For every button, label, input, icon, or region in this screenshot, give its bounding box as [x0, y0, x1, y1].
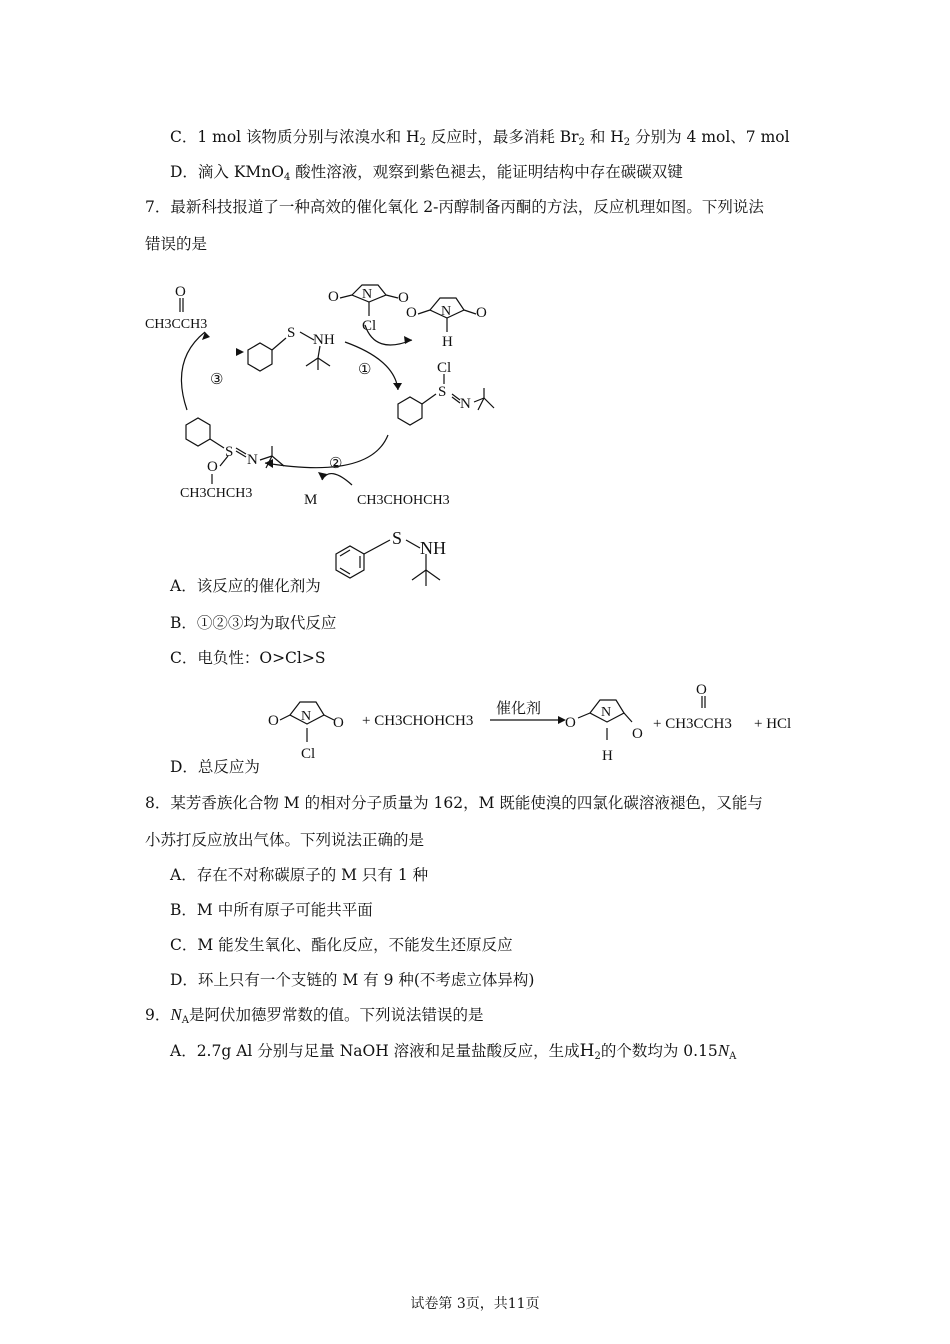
step-2-label: ② — [329, 456, 343, 472]
mechanism-diagram — [0, 280, 950, 510]
catalyst-s: S — [287, 325, 296, 341]
q8-option-b: B．M 中所有原子可能共平面 — [170, 901, 373, 919]
product-hcl: + HCl — [754, 716, 792, 732]
q8-stem-line2: 小苏打反应放出气体。下列说法正确的是 — [145, 831, 425, 849]
catalyst-structure — [330, 530, 470, 590]
product-o-left: O — [565, 715, 576, 731]
catalyst-structure-s: S — [392, 528, 403, 548]
product-o-right: O — [632, 726, 643, 742]
q7-option-c: C．电负性：O>Cl>S — [170, 649, 326, 667]
isopropanol-formula: CH3CHOHCH3 — [357, 493, 450, 508]
q8-option-a: A．存在不对称碳原子的 M 只有 1 种 — [170, 866, 429, 884]
catalyst-nh: NH — [313, 332, 335, 348]
succ-n: N — [441, 304, 452, 319]
page-footer: 试卷第 3页，共11页 — [410, 1296, 540, 1312]
step-1-label: ① — [358, 362, 372, 378]
q7-option-a: A．该反应的催化剂为 — [170, 577, 321, 595]
intermediate-cl: Cl — [437, 360, 452, 376]
ncs-overall-o-left: O — [268, 713, 279, 729]
succ-h: H — [442, 334, 453, 350]
catalyst-label: 催化剂 — [496, 701, 542, 717]
succ-o-right: O — [476, 305, 487, 321]
reactant-isopropanol: + CH3CHOHCH3 — [362, 713, 474, 729]
acetone-oxygen: O — [175, 284, 186, 300]
left-o: O — [207, 459, 218, 475]
q8-option-c: C．M 能发生氧化、酯化反应，不能发生还原反应 — [170, 936, 513, 954]
ncs-o-left: O — [328, 289, 339, 305]
succ-o-left: O — [406, 305, 417, 321]
catalyst-structure-nh: NH — [420, 538, 446, 558]
overall-reaction — [260, 680, 820, 770]
left-n: N — [247, 452, 258, 468]
q7-option-b: B．①②③均为取代反应 — [170, 614, 337, 632]
left-s: S — [225, 444, 234, 460]
q7-option-d: D．总反应为 — [170, 758, 260, 776]
product-n: N — [601, 705, 612, 720]
ncs-n: N — [362, 287, 373, 302]
ncs-overall-cl: Cl — [301, 746, 316, 762]
ncs-overall-n: N — [301, 709, 312, 724]
byproduct-m: M — [304, 492, 318, 508]
q9-option-a: A．2.7g Al 分别与足量 NaOH 溶液和足量盐酸反应，生成$H_2$的个数均为 $0.15N_A$ — [170, 1041, 737, 1062]
ncs-o-right: O — [398, 290, 409, 306]
q9-stem: 9．$N_A$是阿伏加德罗常数的值。下列说法错误的是 — [145, 1005, 484, 1026]
q6-option-d: D．滴入 KMnO$_4$ 酸性溶液，观察到紫色褪去，能证明结构中存在碳碳双键 — [170, 163, 683, 183]
q7-stem-line2: 错误的是 — [145, 235, 208, 253]
acetone-overall-o: O — [696, 682, 707, 698]
product-acetone: + CH3CCH3 — [653, 716, 732, 732]
q6-option-c: C．1 mol 该物质分别与浓溴水和 $H_2$ 反应时，最多消耗 $Br_2$ 和 $H_2$ 分别为 4 mol、7 mol — [170, 128, 790, 148]
acetone-formula: CH3CCH3 — [145, 317, 208, 332]
q7-stem-line1: 7．最新科技报道了一种高效的催化氧化 2-丙醇制备丙酮的方法，反应机理如图。下列说法 — [145, 198, 764, 216]
intermediate-n: N — [460, 396, 471, 412]
product-h: H — [602, 748, 613, 764]
q8-stem-line1: 8．某芳香族化合物 M 的相对分子质量为 162，M 既能使溴的四氯化碳溶液褪色，又能与 — [145, 794, 763, 812]
left-ether-chain: CH3CHCH3 — [180, 486, 253, 501]
q8-option-d: D．环上只有一个支链的 M 有 9 种(不考虑立体异构) — [170, 971, 535, 989]
ncs-cl: Cl — [362, 318, 377, 334]
intermediate-s: S — [438, 384, 447, 400]
step-3-label: ③ — [210, 372, 224, 388]
ncs-overall-o-right: O — [333, 715, 344, 731]
